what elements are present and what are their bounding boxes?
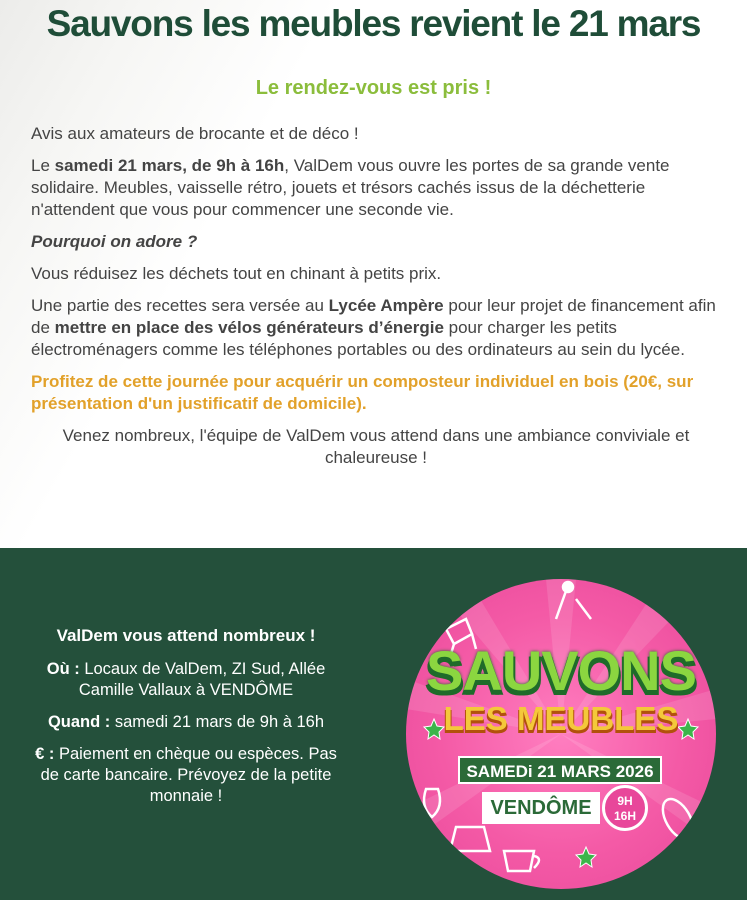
date-paragraph-text: , ValDem vous ouvre les portes de sa grande vente solidaire. Meubles, vaisselle rétro, jouets et trésors cachés issus de la déchetterie n'attendent que vous pour commencer une seconde vie. [31,156,670,219]
badge-city: VENDÔME [482,792,600,824]
donation-text: pour charger les petits électroménagers comme les téléphones portables ou des ordinateurs au sein du lycée. [31,318,685,359]
info-where [26,659,346,701]
lampshade-icon [450,827,490,851]
info-payment [26,744,346,807]
project-highlight: mettre en place des vélos générateurs d’énergie [54,318,444,337]
star-icon [576,847,596,867]
badge-date: SAMEDi 21 MARS 2026 [458,756,662,784]
article-subtitle: Le rendez-vous est pris ! [255,77,492,99]
donation-paragraph [31,295,721,361]
when-text: samedi 21 mars de 9h à 16h [110,713,325,731]
donation-text: pour leur projet de financement afin de [31,296,716,337]
benefit-paragraph: Vous réduisez les déchets tout en chinant à petits prix. [31,264,442,283]
badge-hours [602,785,648,831]
when-label: Quand : [47,713,111,731]
date-paragraph-text: Le [31,156,55,175]
where-label: Où : [46,660,80,678]
event-date-highlight: samedi 21 mars, de 9h à 16h [54,156,285,175]
school-name: Lycée Ampère [328,296,444,315]
badge-hours-start: 9H [617,794,633,808]
badge-title: SAUVONS [426,639,696,702]
donation-text: Une partie des recettes sera versée au [31,296,329,315]
cup-icon [504,851,539,871]
badge-hours-end: 16H [613,809,636,823]
date-paragraph [31,155,721,221]
event-info [26,625,346,818]
info-when [26,712,346,733]
article-body [31,123,721,479]
intro-paragraph: Avis aux amateurs de brocante et de déco ! [31,124,359,143]
payment-label: € : [35,745,55,763]
composter-highlight: Profitez de cette journée pour acquérir un composteur individuel en bois (20€, sur présentation d'un justificatif de domicile). [31,372,694,413]
info-heading: ValDem vous attend nombreux ! [56,626,316,645]
where-text: Locaux de ValDem, ZI Sud, Allée Camille Vallaux à VENDÔME [78,660,326,699]
closing-paragraph: Venez nombreux, l'équipe de ValDem vous attend dans une ambiance conviviale et chaleureuse ! [62,426,690,467]
badge-subtitle: LES MEUBLES [443,700,679,737]
why-heading: Pourquoi on adore ? [31,232,198,251]
payment-text: Paiement en chèque ou espèces. Pas de carte bancaire. Prévoyez de la petite monnaie ! [40,745,337,805]
article-title: Sauvons les meubles revient le 21 mars [46,3,701,44]
event-badge [406,579,716,889]
